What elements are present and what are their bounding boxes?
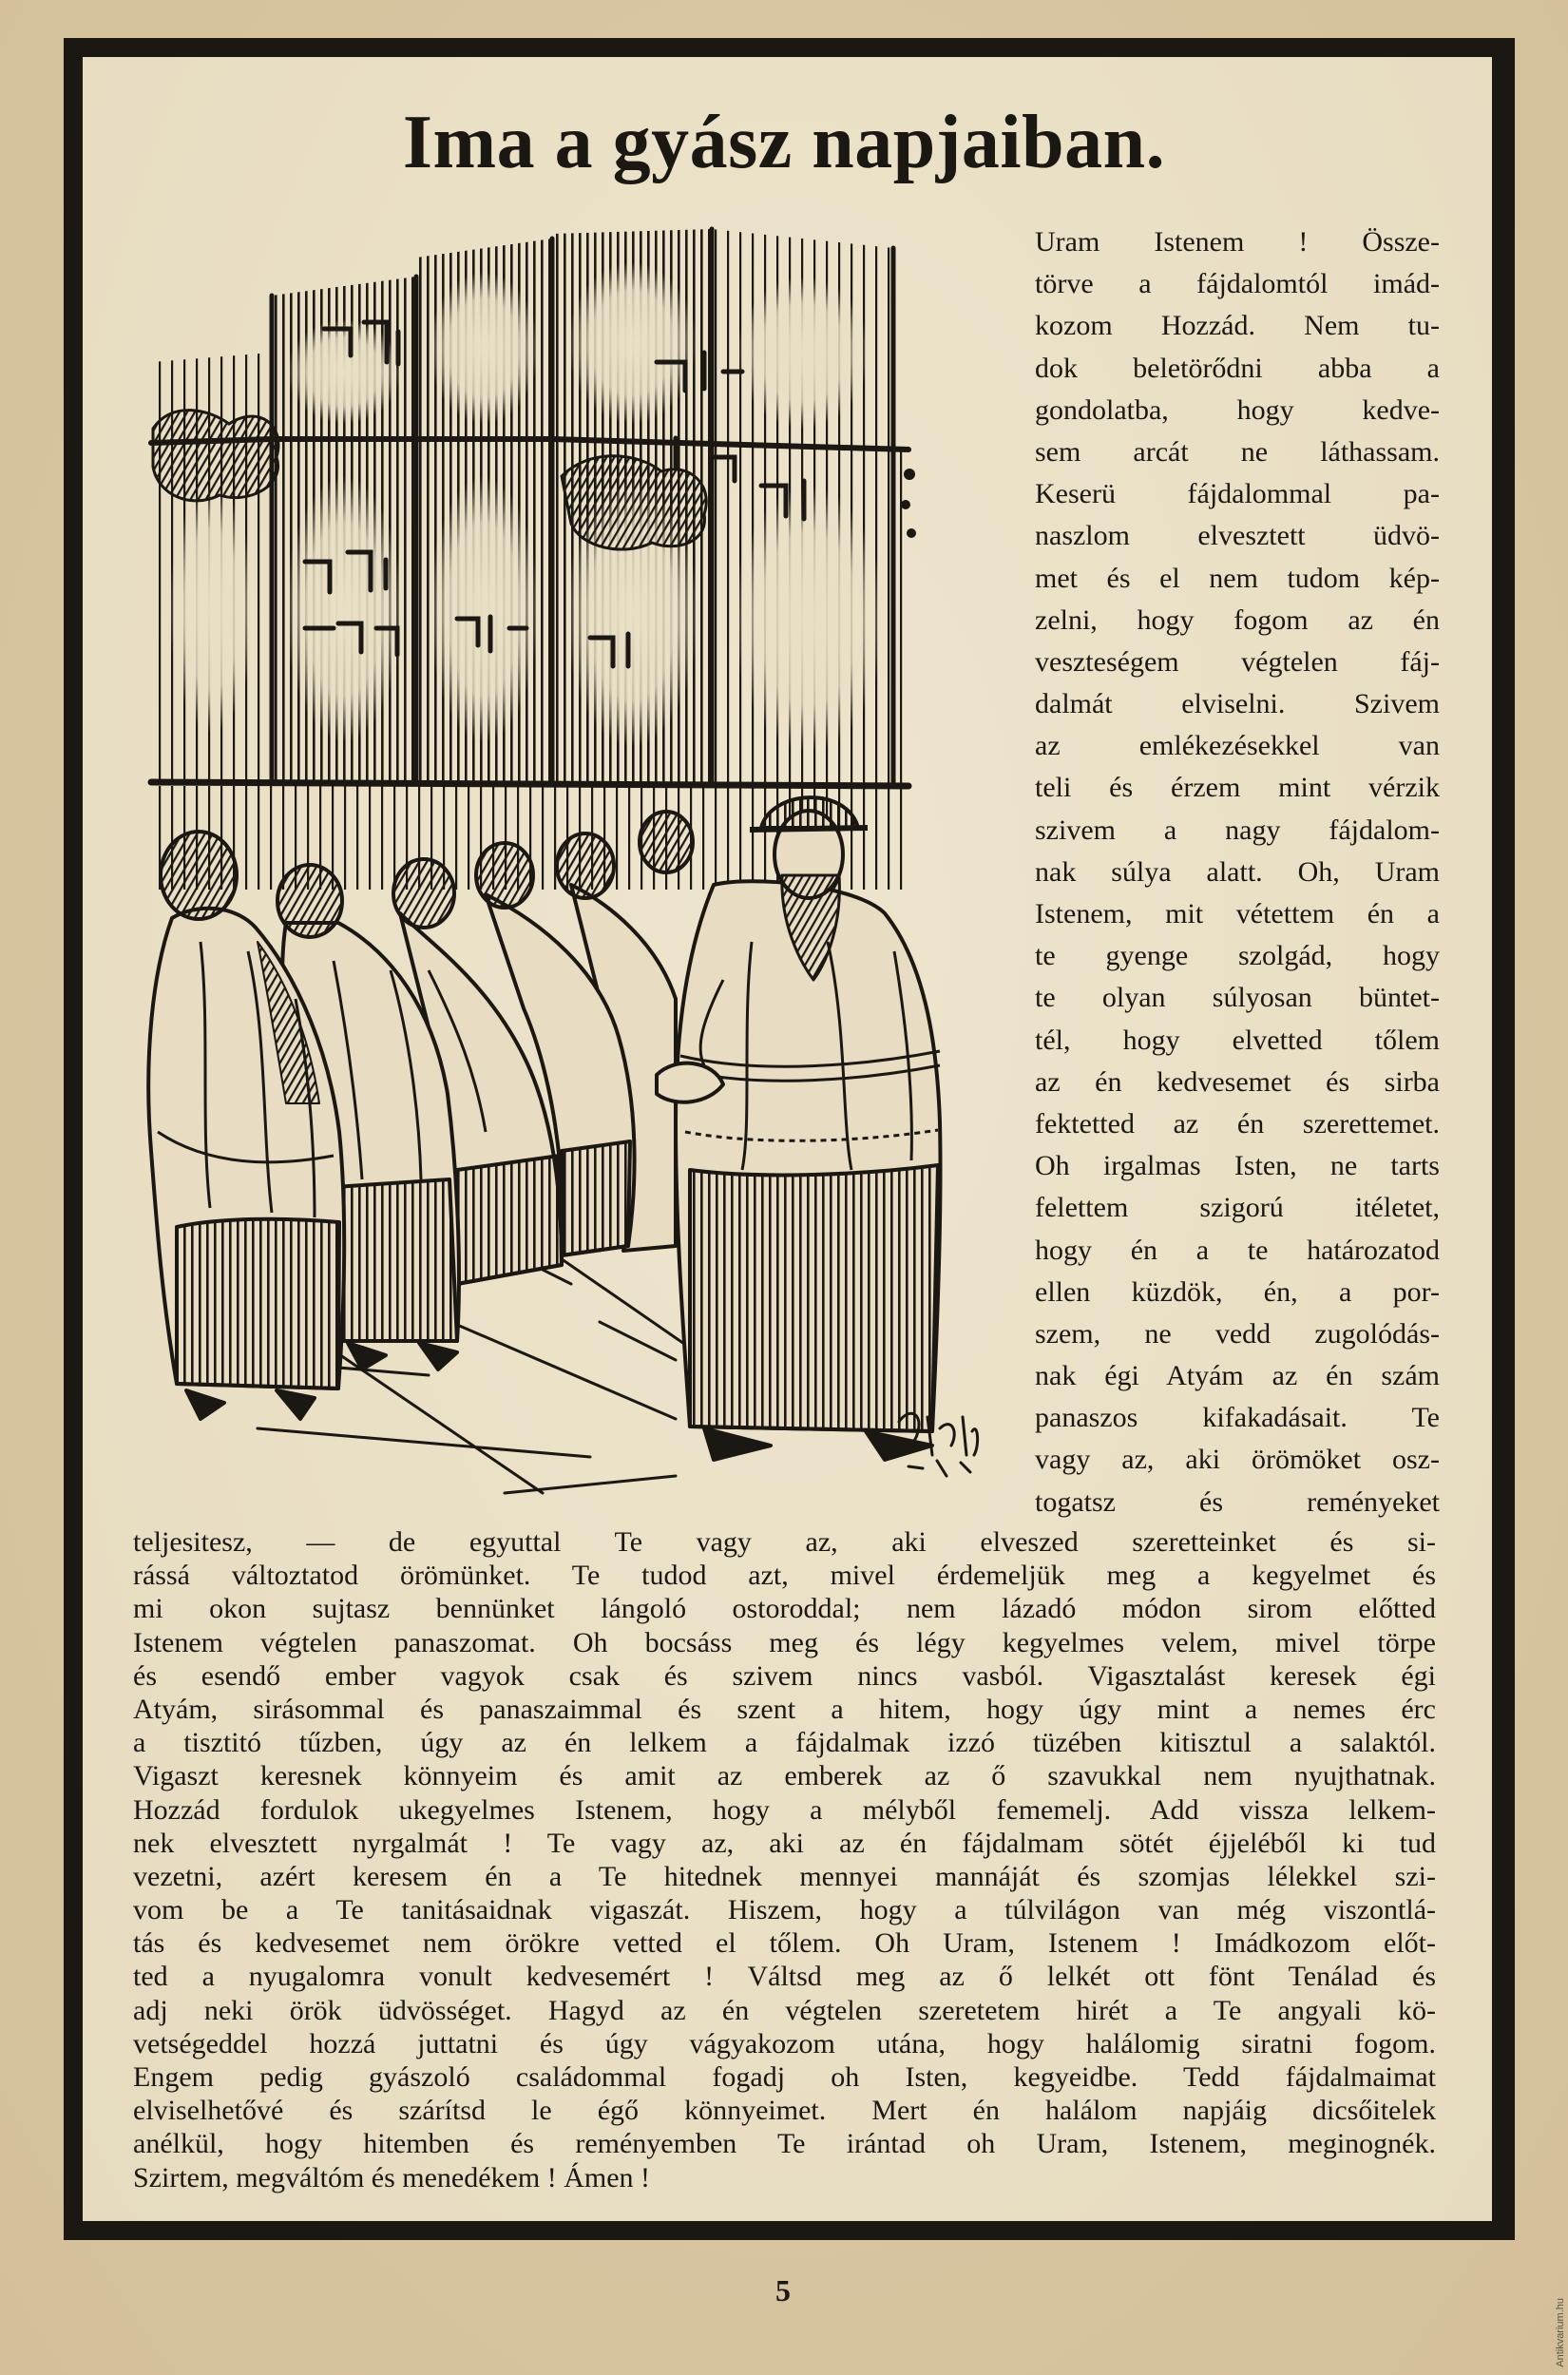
column-line: fektetted az én szerettemet.	[1035, 1107, 1440, 1140]
watermark: Antikvarium.hu	[1555, 2298, 1566, 2367]
column-line: nak súlya alatt. Oh, Uram	[1035, 855, 1440, 888]
column-line: sem arcát ne láthassam.	[1035, 435, 1440, 468]
column-line: az emlékezésekkel van	[1035, 730, 1440, 762]
body-line: Vigaszt keresnek könnyeim és amit az emberek az ő szavukkal nem nyujthatnak.	[133, 1760, 1436, 1792]
prayer-full-width-text	[133, 1525, 1436, 2194]
column-line: dalmát elviselni. Szivem	[1035, 688, 1440, 720]
column-line: vagy az, aki örömöket osz-	[1035, 1444, 1440, 1476]
body-line: nek elvesztett nyrgalmát ! Te vagy az, aki az én fájdalmam sötét éjjeléből ki tud	[133, 1827, 1436, 1859]
column-line: szivem a nagy fájdalom-	[1035, 814, 1440, 846]
column-line: gondolatba, hogy kedve-	[1035, 393, 1440, 426]
column-line: te gyenge szolgád, hogy	[1035, 940, 1440, 972]
column-line: az én kedvesemet és sirba	[1035, 1065, 1440, 1098]
column-line: felettem szigorú itéletet,	[1035, 1192, 1440, 1224]
column-line: hogy én a te határozatod	[1035, 1234, 1440, 1266]
column-line: kozom Hozzád. Nem tu-	[1035, 310, 1440, 342]
column-line: naszlom elvesztett üdvö-	[1035, 520, 1440, 552]
column-line: tél, hogy elvetted tőlem	[1035, 1024, 1440, 1056]
column-line: met és el nem tudom kép-	[1035, 562, 1440, 594]
wall-stones	[151, 229, 916, 890]
body-line: tás és kedvesemet nem örökre vetted el tőlem. Oh Uram, Istenem ! Imádkozom előt-	[133, 1927, 1436, 1960]
page-number: 5	[775, 2273, 791, 2308]
wailing-wall-illustration	[143, 220, 985, 1500]
column-line: veszteségem végtelen fáj-	[1035, 645, 1440, 678]
body-line: ted a nyugalomra vonult kedvesemért ! Váltsd meg az ő lelkét ott fönt Tenálad és	[133, 1961, 1436, 1993]
body-line: elviselhetővé és szárítsd le égő könnyeimet. Mert én halálom napjáig dicsőitelek	[133, 2095, 1436, 2127]
body-line: vetségeddel hozzá juttatni és úgy vágyakozom utána, hogy halálomig siratni fogom.	[133, 2027, 1436, 2059]
body-line: vom be a Te tanitásaidnak vigaszát. Hiszem, hogy a túlvilágon van még viszontlá-	[133, 1894, 1436, 1926]
body-line: Atyám, sirásommal és panaszaimmal és szent a hitem, hogy úgy mint a nemes érc	[133, 1693, 1436, 1725]
column-line: zelni, hogy fogom az én	[1035, 603, 1440, 636]
column-line: Oh irgalmas Isten, ne tarts	[1035, 1150, 1440, 1182]
column-line: nak égi Atyám az én szám	[1035, 1360, 1440, 1392]
praying-man-figure	[657, 797, 941, 1460]
body-line: rássá változtatod örömünket. Te tudod azt, mivel érdemeljük meg a kegyelmet és	[133, 1560, 1436, 1592]
body-line: és esendő ember vagyok csak és szivem nincs vasból. Vigasztalást keresek égi	[133, 1659, 1436, 1692]
column-line: szem, ne vedd zugolódás-	[1035, 1317, 1440, 1350]
column-line: Keserü fájdalommal pa-	[1035, 478, 1440, 510]
page-title: Ima a gyász napjaiban.	[402, 101, 1166, 184]
body-line: a tisztitó tűzben, úgy az én lelkem a fájdalmak izzó tüzében kitisztul a salaktól.	[133, 1727, 1436, 1759]
column-line: panaszos kifakadásait. Te	[1035, 1402, 1440, 1434]
body-line: Hozzád fordulok ukegyelmes Istenem, hogy a mélyből fememelj. Add vissza lelkem-	[133, 1793, 1436, 1826]
column-line: te olyan súlyosan büntet-	[1035, 982, 1440, 1014]
body-line: Szirtem, megváltóm és menedékem ! Ámen !	[133, 2161, 650, 2193]
column-line: Istenem, mit vétettem én a	[1035, 898, 1440, 929]
column-line: ellen küzdök, én, a por-	[1035, 1275, 1440, 1308]
body-line: anélkül, hogy hitemben és reményemben Te irántad oh Uram, Istenem, meginognék.	[133, 2128, 1436, 2160]
body-line: Engem pedig gyászoló családommal fogadj oh Isten, kegyeidbe. Tedd fájdalmaimat	[133, 2061, 1436, 2093]
body-line: vezetni, azért keresem én a Te hitednek mennyei mannáját és szomjas lélekkel szi-	[133, 1860, 1436, 1892]
body-line: mi okon sujtasz bennünket lángoló ostoroddal; nem lázadó módon sirom előtted	[133, 1593, 1436, 1625]
body-line: teljesitesz, — de egyuttal Te vagy az, aki elveszed szeretteinket és si-	[133, 1526, 1436, 1558]
column-line: Uram Istenem ! Össze-	[1035, 226, 1440, 258]
body-line: Istenem végtelen panaszomat. Oh bocsáss meg és légy kegyelmes velem, mivel törpe	[133, 1626, 1436, 1658]
column-line: dok beletörődni abba a	[1035, 352, 1440, 384]
column-line: teli és érzem mint vérzik	[1035, 772, 1440, 804]
body-line: adj neki örök üdvösséget. Hagyd az én végtelen szeretetem hirét a Te angyali kö-	[133, 1994, 1436, 2026]
prayer-column-text	[1035, 221, 1440, 1523]
column-line: törve a fájdalomtól imád-	[1035, 268, 1440, 300]
column-line: togatsz és reményeket	[1035, 1485, 1440, 1518]
